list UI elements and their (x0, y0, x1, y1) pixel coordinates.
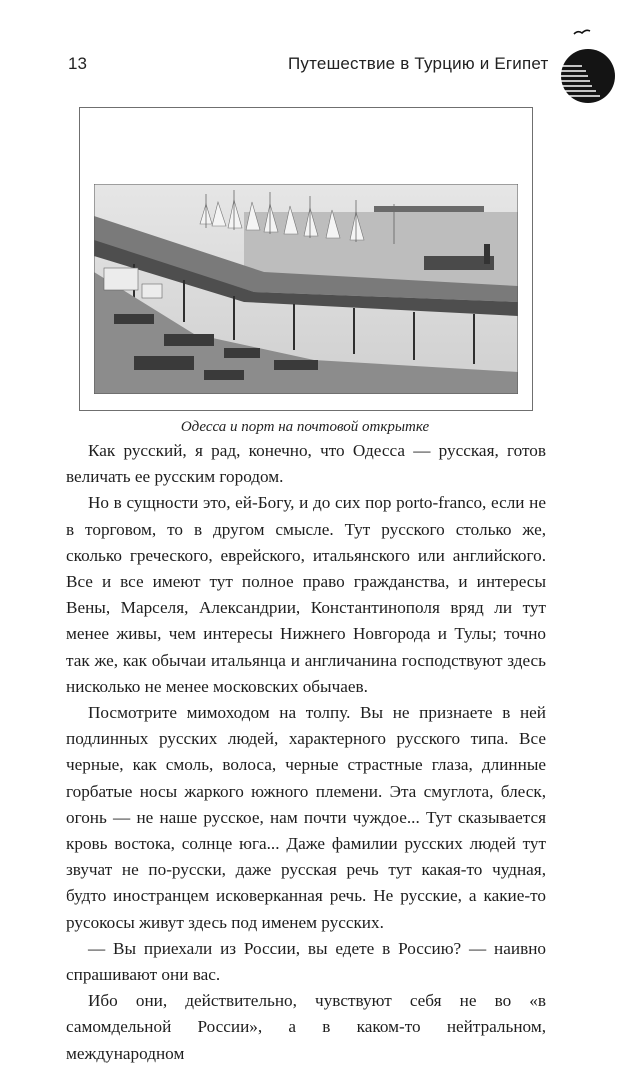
body-text (66, 438, 546, 1067)
odessa-port-photo (94, 184, 518, 394)
paragraph: Посмотрите мимоходом на толпу. Вы не признаете в ней подлинных русских людей, характерного русского типа. Все черные, как смоль, волоса, черные страстные глаза, длинные горбатые носы жаркого южного племени. Эта смуглота, блеск, огонь — не наше русское, нам почти чуждое... Тут сказывается кровь востока, солнце юга... Даже фамилии русских людей тут звучат не по-русски, даже русская речь тут какая-то чудная, будто иностранцем исковерканная речь. Не русские, а какие-то русокосы живут здесь под именем русских. (66, 703, 546, 932)
odessa-port-photo-frame (79, 107, 533, 411)
paragraph: Ибо они, действительно, чувствуют себя не во «в самомдельной России», а в каком-то нейтральном, международном (66, 991, 546, 1063)
paragraph: — Вы приехали из России, вы едете в Россию? — наивно спрашивают они вас. (66, 938, 546, 985)
paragraph: Как русский, я рад, конечно, что Одесса — русская, готов величать ее русским городом. (66, 441, 546, 487)
running-title: Путешествие в Турцию и Египет (288, 54, 549, 73)
sun-bird-emblem-icon (552, 22, 620, 104)
paragraph: Но в сущности это, ей-Богу, и до сих пор porto-franco, если не в торговом, то в другом смысле. Тут русского столько же, сколько греческого, еврейского, итальянского или английского. Все и все имеют тут полное право гражданства, и интересы Вены, Марселя, Александрии, Константинополя вряд ли тут менее живы, чем интересы Нижнего Новгорода и Тулы; точно так же, как обычаи итальянца и англичанина господствуют здесь нисколько не менее московских обычаев. (66, 493, 546, 696)
figure-caption: Одесса и порт на почтовой открытке (180, 419, 430, 435)
page-number: 13 (68, 54, 87, 73)
